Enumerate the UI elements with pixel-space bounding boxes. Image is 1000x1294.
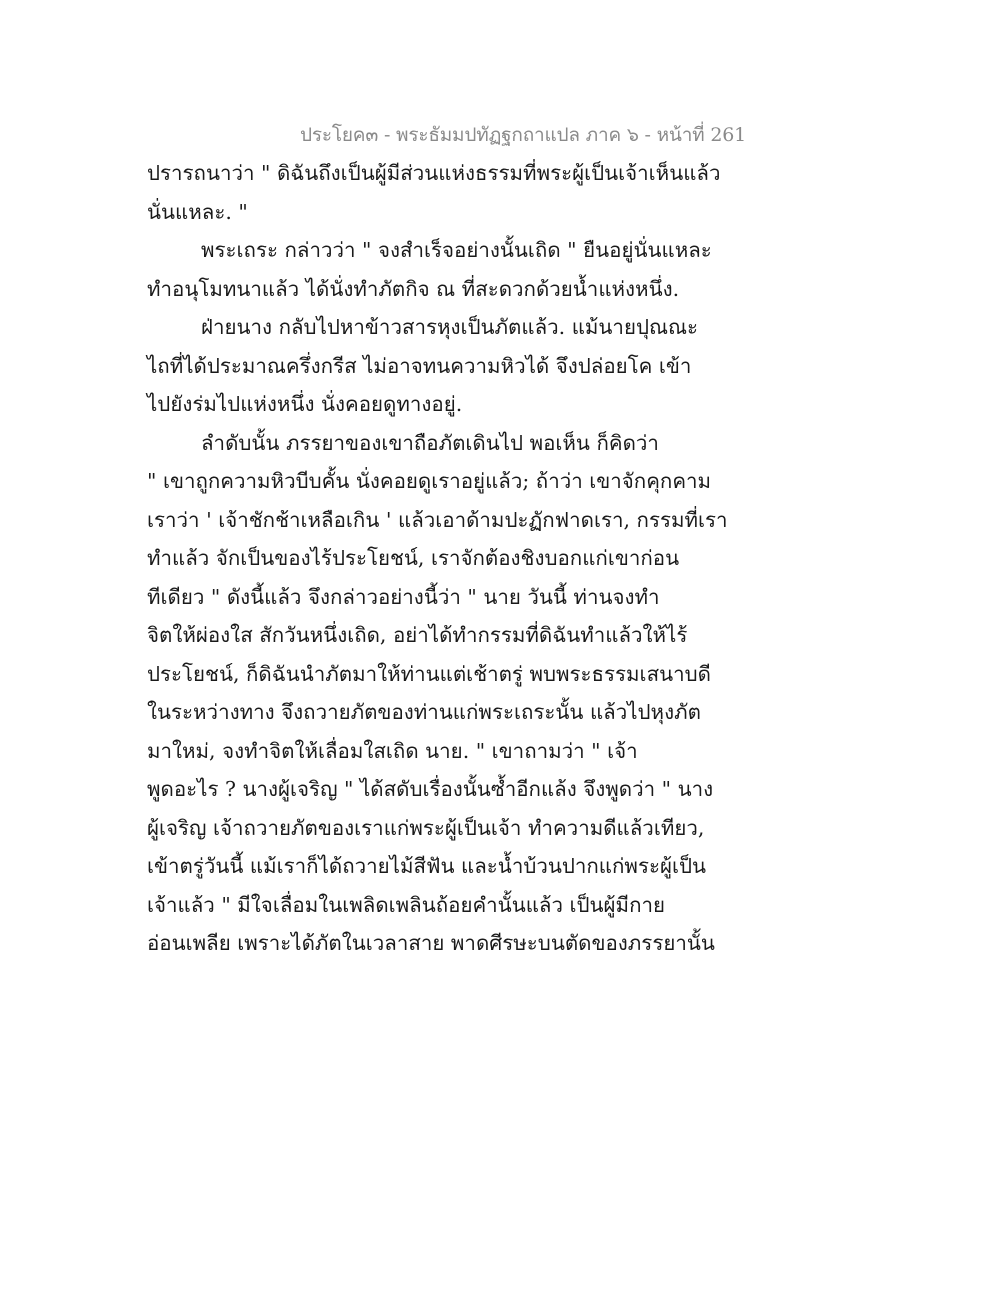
text-line: เข้าตรู่วันนี้ แม้เราก็ได้ถวายไม้สีฟัน และน้ำบ้วนปากแก่พระผู้เป็น [147,854,707,878]
text-line: ผู้เจริญ เจ้าถวายภัตของเราแก่พระผู้เป็นเจ้า ทำความดีแล้วเทียว, [147,815,705,840]
body-text [147,154,728,963]
paragraph-start-line: พระเถระ กล่าวว่า " จงสำเร็จอย่างนั้นเถิด " ยืนอยู่นั่นแหละ [201,238,712,262]
text-line: เจ้าแล้ว " มีใจเลื่อมในเพลิดเพลินถ้อยคำนั้นแล้ว เป็นผู้มีกาย [147,892,666,917]
text-line: ประโยชน์, ก็ดิฉันนำภัตมาให้ท่านแต่เช้าตรู่ พบพระธรรมเสนาบดี [147,661,711,686]
text-line: อ่อนเพลีย เพราะได้ภัตในเวลาสาย พาดศีรษะบนตัดของภรรยานั้น [147,931,715,955]
text-line: นั่นแหละ. " [147,199,248,224]
text-line: ปรารถนาว่า " ดิฉันถึงเป็นผู้มีส่วนแห่งธรรมที่พระผู้เป็นเจ้าเห็นแล้ว [147,161,721,185]
text-line: จิตให้ผ่องใส สักวันหนึ่งเถิด, อย่าได้ทำกรรมที่ดิฉันทำแล้วให้ไร้ [147,623,688,647]
text-line: ทำแล้ว จักเป็นของไร้ประโยชน์, เราจักต้องชิงบอกแก่เขาก่อน [147,546,680,570]
running-head: ประโยค๓ - พระธัมมปทัฏฐกถาแปล ภาค ๖ - หน้าที่ 261 [300,124,746,146]
text-line: ทำอนุโมทนาแล้ว ได้นั่งทำภัตกิจ ณ ที่สะดวกด้วยน้ำแห่งหนึ่ง. [147,276,680,301]
text-line: ไปยังร่มไปแห่งหนึ่ง นั่งคอยดูทางอยู่. [147,392,463,416]
text-line: ทีเดียว " ดังนี้แล้ว จึงกล่าวอย่างนี้ว่า " นาย วันนี้ ท่านจงทำ [147,584,660,609]
text-line: ไถที่ได้ประมาณครึ่งกรีส ไม่อาจทนความหิวได้ จึงปล่อยโค เข้า [147,353,692,378]
paragraph-start-line: ฝ่ายนาง กลับไปหาข้าวสารหุงเป็นภัตแล้ว. แม้นายปุณณะ [201,315,699,339]
paragraph-start-line: ลำดับนั้น ภรรยาของเขาถือภัตเดินไป พอเห็น ก็คิดว่า [201,430,659,455]
text-line: ในระหว่างทาง จึงถวายภัตของท่านแก่พระเถระนั้น แล้วไปหุงภัต [147,700,701,724]
text-line: เราว่า ' เจ้าชักช้าเหลือเกิน ' แล้วเอาด้ามปะฏักฟาดเรา, กรรมที่เรา [147,507,728,532]
text-line: " เขาถูกความหิวบีบคั้น นั่งคอยดูเราอยู่แล้ว; ถ้าว่า เขาจักคุกคาม [147,469,712,493]
text-line: มาใหม่, จงทำจิตให้เลื่อมใสเถิด นาย. " เขาถามว่า " เจ้า [147,738,638,763]
text-line: พูดอะไร ? นางผู้เจริญ " ได้สดับเรื่องนั้นซ้ำอีกแล้ง จึงพูดว่า " นาง [147,777,714,801]
